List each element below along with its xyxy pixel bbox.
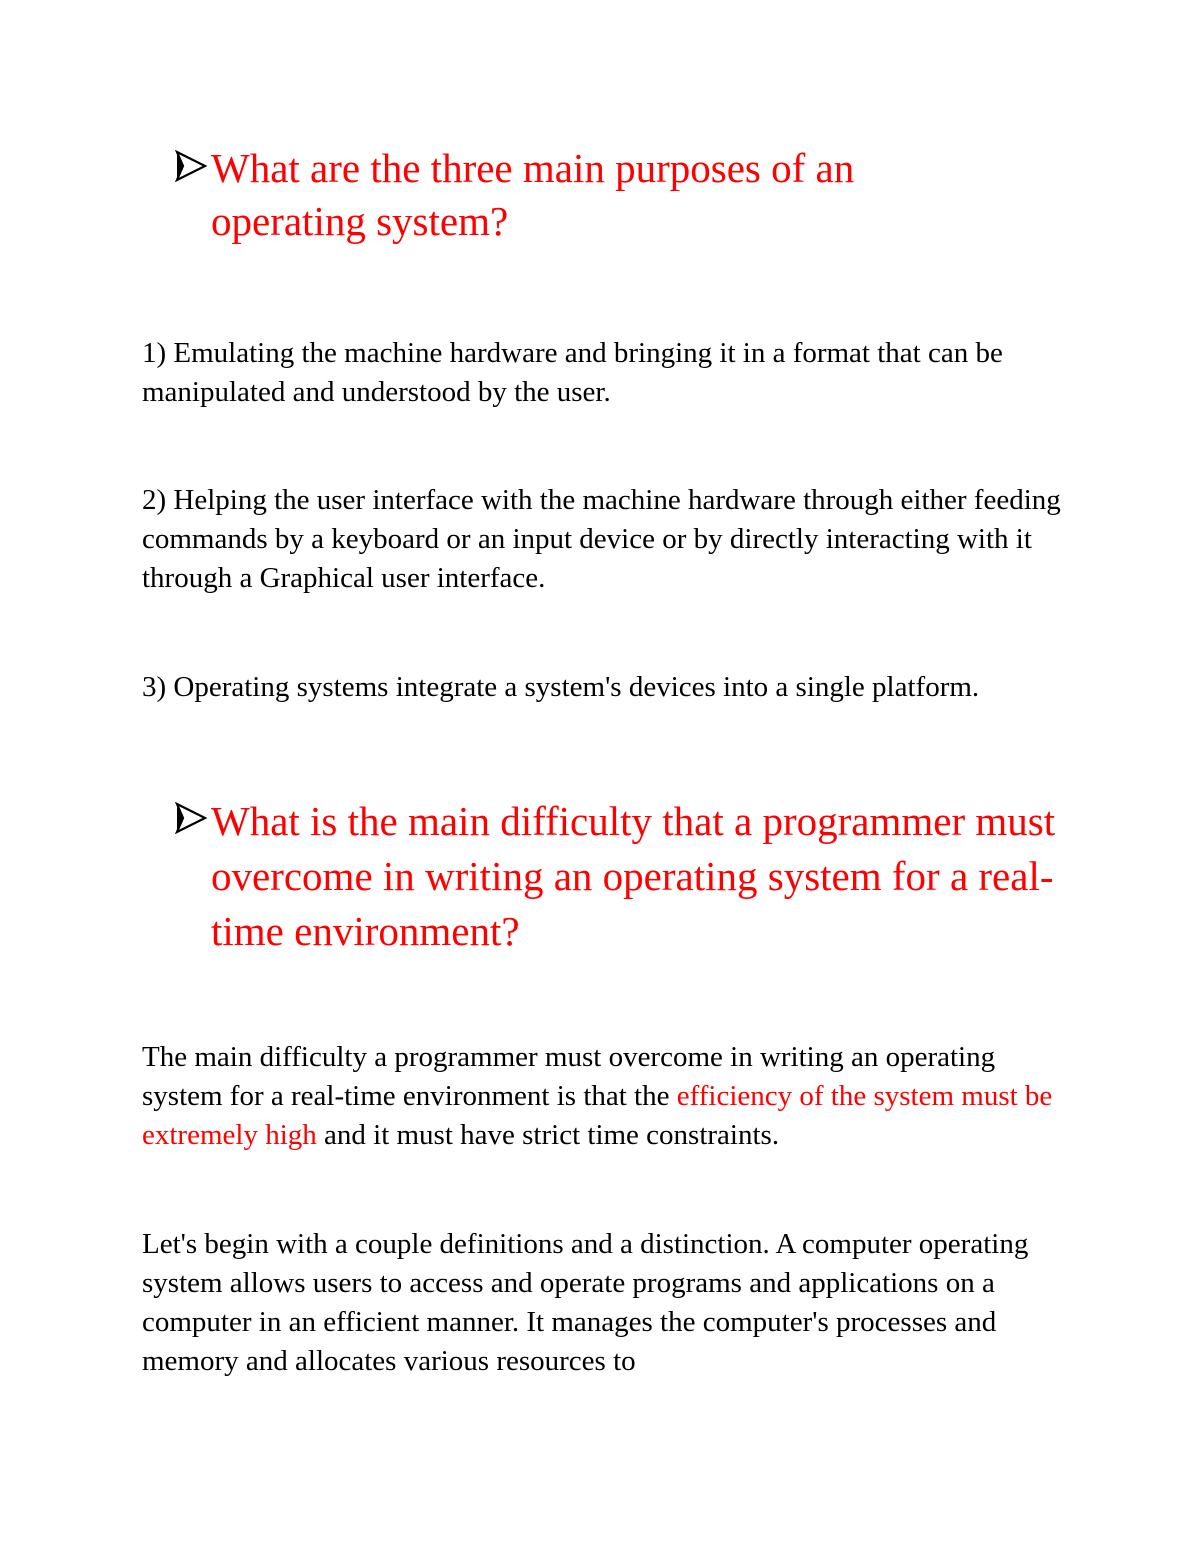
answer-paragraph-2 (142, 1038, 1082, 1155)
definition-paragraph: Let's begin with a couple definitions and a distinction. A computer operating system allows users to access and operate programs and applications on a computer in an efficient manner. It manages the computer's processes and memory and allocates various resources to (142, 1228, 1029, 1377)
question-1-text: What are the three main purposes of an operating system? (211, 145, 855, 244)
arrowhead-bullet-icon (175, 150, 207, 182)
question-heading-2 (211, 794, 1071, 959)
answer-2-after: and it must have strict time constraints. (316, 1119, 780, 1151)
arrowhead-bullet-icon (175, 802, 207, 834)
answer-2-highlight: efficiency of the system must be extremely high (142, 1080, 1053, 1151)
answer-item-2: 2) Helping the user interface with the machine hardware through either feeding commands by a keyboard or an input device or by directly interacting with it through a Graphical user interface. (142, 484, 1061, 594)
answer-item-3: 3) Operating systems integrate a system's devices into a single platform. (142, 671, 980, 703)
question-2-text: What is the main difficulty that a programmer must overcome in writing an operating system for a real-time environment? (211, 798, 1056, 954)
answer-item-1: 1) Emulating the machine hardware and bringing it in a format that can be manipulated and understood by the user. (142, 337, 1003, 408)
answer-2-before: The main difficulty a programmer must overcome in writing an operating system for a real-time environment is that the (142, 1041, 996, 1112)
question-heading-1 (211, 142, 971, 248)
